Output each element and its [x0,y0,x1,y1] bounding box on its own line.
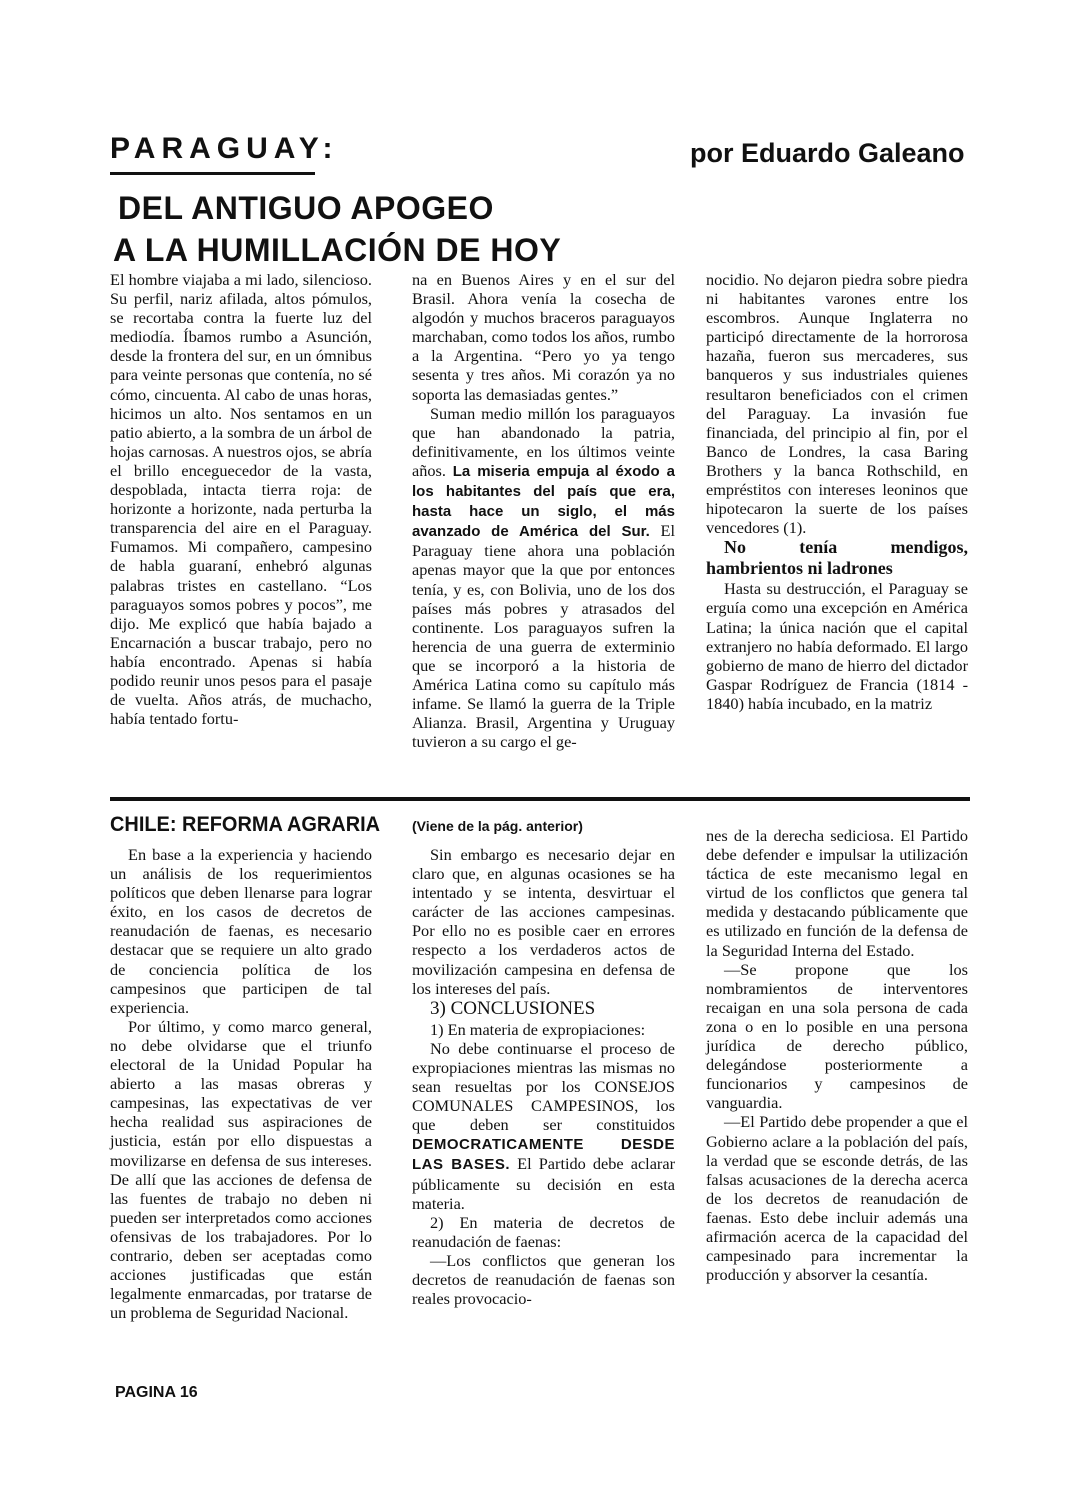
paragraph: —Los conflictos que generan los decretos de reanudación de faenas son reales provocacio- [412,1250,675,1309]
continued-note: (Viene de la pág. anterior) [412,818,583,834]
paragraph: 2) En materia de decretos de reanudación de faenas: [412,1212,675,1251]
kicker-underline [110,172,315,175]
article-divider [110,797,970,801]
paragraph-text: El Partido debe aclarar públicamente su decisión en esta materia. [412,1154,676,1213]
article-column-2 [412,270,675,751]
paragraph-text: El Paraguay tiene ahora una población apenas mayor que la que por entonces tenía, y es, con Bolivia, uno de los dos países más pobres y atrasados del continente. Los paraguayos sufren la herencia de una guerra de exterminio que se incorporó a la historia de América Latina como su capítulo más infame. Se llamó la guerra de la Triple Alianza. Brasil, Argentina y Uruguay tuvieron a su cargo el ge- [412,521,675,752]
paragraph: El hombre viajaba a mi lado, silencioso. Su perfil, nariz afilada, altos pómulos, se recortaba contra la fuerte luz del mediodía. Íbamos rumbo a Asunción, desde la frontera del sur, en un ómnibus para veinte personas que contenía, no sé cómo, cincuenta. Al cabo de unas horas, hicimos un alto. Nos sentamos en un patio abierto, a la sombra de un árbol de hojas carnosas. A nuestros ojos, se abría el brillo enceguecedor de la vasta, despoblada, intacta tierra roja: de horizonte a horizonte, nada perturba la transparencia del aire en el Paraguay. Fumamos. Mi compañero, campesino de habla guaraní, enhebró algunas palabras tristes en castellano. “Los paraguayos somos pobres y pocos”, me dijo. Me explicó que había bajado a Encarnación a buscar trabajo, pero no había encontrado. Apenas si había podido reunir unos pesos para el pasaje de vuelta. Años atrás, de muchacho, había tentado fortu- [110,270,372,729]
paragraph: 1) En materia de expropiaciones: [430,1019,646,1039]
paragraph-text: Suman medio millón los paraguayos que han abandonado la patria, definitivamente, en los últimos veinte años. [412,403,675,480]
paragraph: Por último, y como marco general, no debe olvidarse que el triunfo electoral de la Unidad Popular ha abierto a las masas obreras y campesinas, las expectativas de ver hecha realidad sus aspiraciones de justicia, están por ello dispuestas a movilizarse en defensa de sus intereses. De allí que las acciones de defensa de las fuentes de trabajo no deben ni pueden ser interpretados como acciones ofensivas de los trabajadores. Por lo contrario, deben ser aceptadas como acciones justificadas que están legalmente enmarcadas, por tratarse de un problema de Seguridad Nacional. [110,1016,372,1323]
paragraph: nocidio. No dejaron piedra sobre piedra ni habitantes varones entre los escombros. Aunque Inglaterra no participó directamente de la horrorosa hazaña, fueron sus mercaderes, sus banqueros y sus industriales quienes resultaron beneficiados con el crimen del Paraguay. La invasión fue financiada, del principio al fin, por el Banco de Londres, la casa Baring Brothers y la banca Rothschild, en empréstitos con intereses leoninos que hipotecaron la suerte de los países vencedores (1). [706,270,968,538]
paragraph [412,404,675,752]
paragraph: Sin embargo es necesario dejar en claro que, en algunas ocasiones se ha intentado y se intenta, desvirtuar el carácter de las acciones campesinas. Por ello no es posible caer en errores respecto a los verdaderos actos de movilización campesina en defensa de los intereses del país. [412,845,675,998]
chile-column-1 [110,845,372,1322]
paragraph: nes de la derecha sediciosa. El Partido debe defender e impulsar la utilización táctica de este mecanismo legal en virtud de los conflictos que genera tal medida y destacando públicamente que es utilizado en función de la defensa de la Seguridad Interna del Estado. [706,826,968,960]
paragraph: —Se propone que los nombramientos de interventores recaigan en una sola persona de cada zona o en lo posible en una persona jurídica de derecho público, delegándose posteriormente a funcionarios y campesinos de vanguardia. [706,959,968,1113]
subheading: No tenía mendigos, hambrientos ni ladrones [706,537,968,579]
chile-column-3 [706,826,968,1284]
page-number: PAGINA 16 [115,1384,198,1401]
byline: por Eduardo Galeano [690,138,965,168]
chile-headline: CHILE: REFORMA AGRARIA [110,813,381,836]
emphasis-text: La miseria empuja al éxodo a los habitantes del país que era, hasta hace un siglo, el más avanzado de América del Sur. [412,462,675,541]
chile-column-2 [412,845,675,1308]
paragraph: En base a la experiencia y haciendo un análisis de los requerimientos políticos que deben llenarse para lograr éxito, en los casos de decretos de reanudación de faenas, es necesario destacar que se requiere un alto grado de conciencia política de los campesinos que participen de tal experiencia. [110,845,372,1017]
emphasis-text: DEMOCRATICAMENTE DESDE LAS BASES. [412,1136,675,1174]
headline-line-2: A LA HUMILLACIÓN DE HOY [113,232,562,268]
article-column-1 [110,270,372,728]
section-title: 3) CONCLUSIONES [430,997,596,1019]
paragraph-text: No debe continuarse el proceso de expropiaciones mientras las mismas no sean resueltas por los CONSEJOS COMUNALES CAMPESINOS, los que deben ser constituidos [412,1038,675,1135]
paragraph: Hasta su destrucción, el Paraguay se erguía como una excepción en América Latina; la única nación que el capital extranjero no había deformado. El largo gobierno de mano de hierro del dictador Gaspar Rodríguez de Francia (1814 - 1840) había incubado, en la matriz [706,579,968,713]
paragraph: —El Partido debe propender a que el Gobierno aclare a la población del país, la verdad que se esconde detrás, de las falsas acusaciones de la derecha acerca de los decretos de reanudación de faenas. Esto debe incluir además una afirmación acerca de la capacidad del campesinado para incrementar la producción y absorver la cesantía. [706,1112,968,1285]
paragraph: na en Buenos Aires y en el sur del Brasil. Ahora venía la cosecha de algodón y muchos braceros paraguayos marchaban, como todos los años, rumbo a la Argentina. “Pero yo ya tengo sesenta y tres años. Mi corazón ya no soporta las demasiadas gentes.” [412,270,675,404]
paragraph [412,1039,675,1213]
headline-line-1: DEL ANTIGUO APOGEO [118,190,494,226]
section-kicker: PARAGUAY: [110,132,339,165]
article-column-3 [706,270,968,713]
